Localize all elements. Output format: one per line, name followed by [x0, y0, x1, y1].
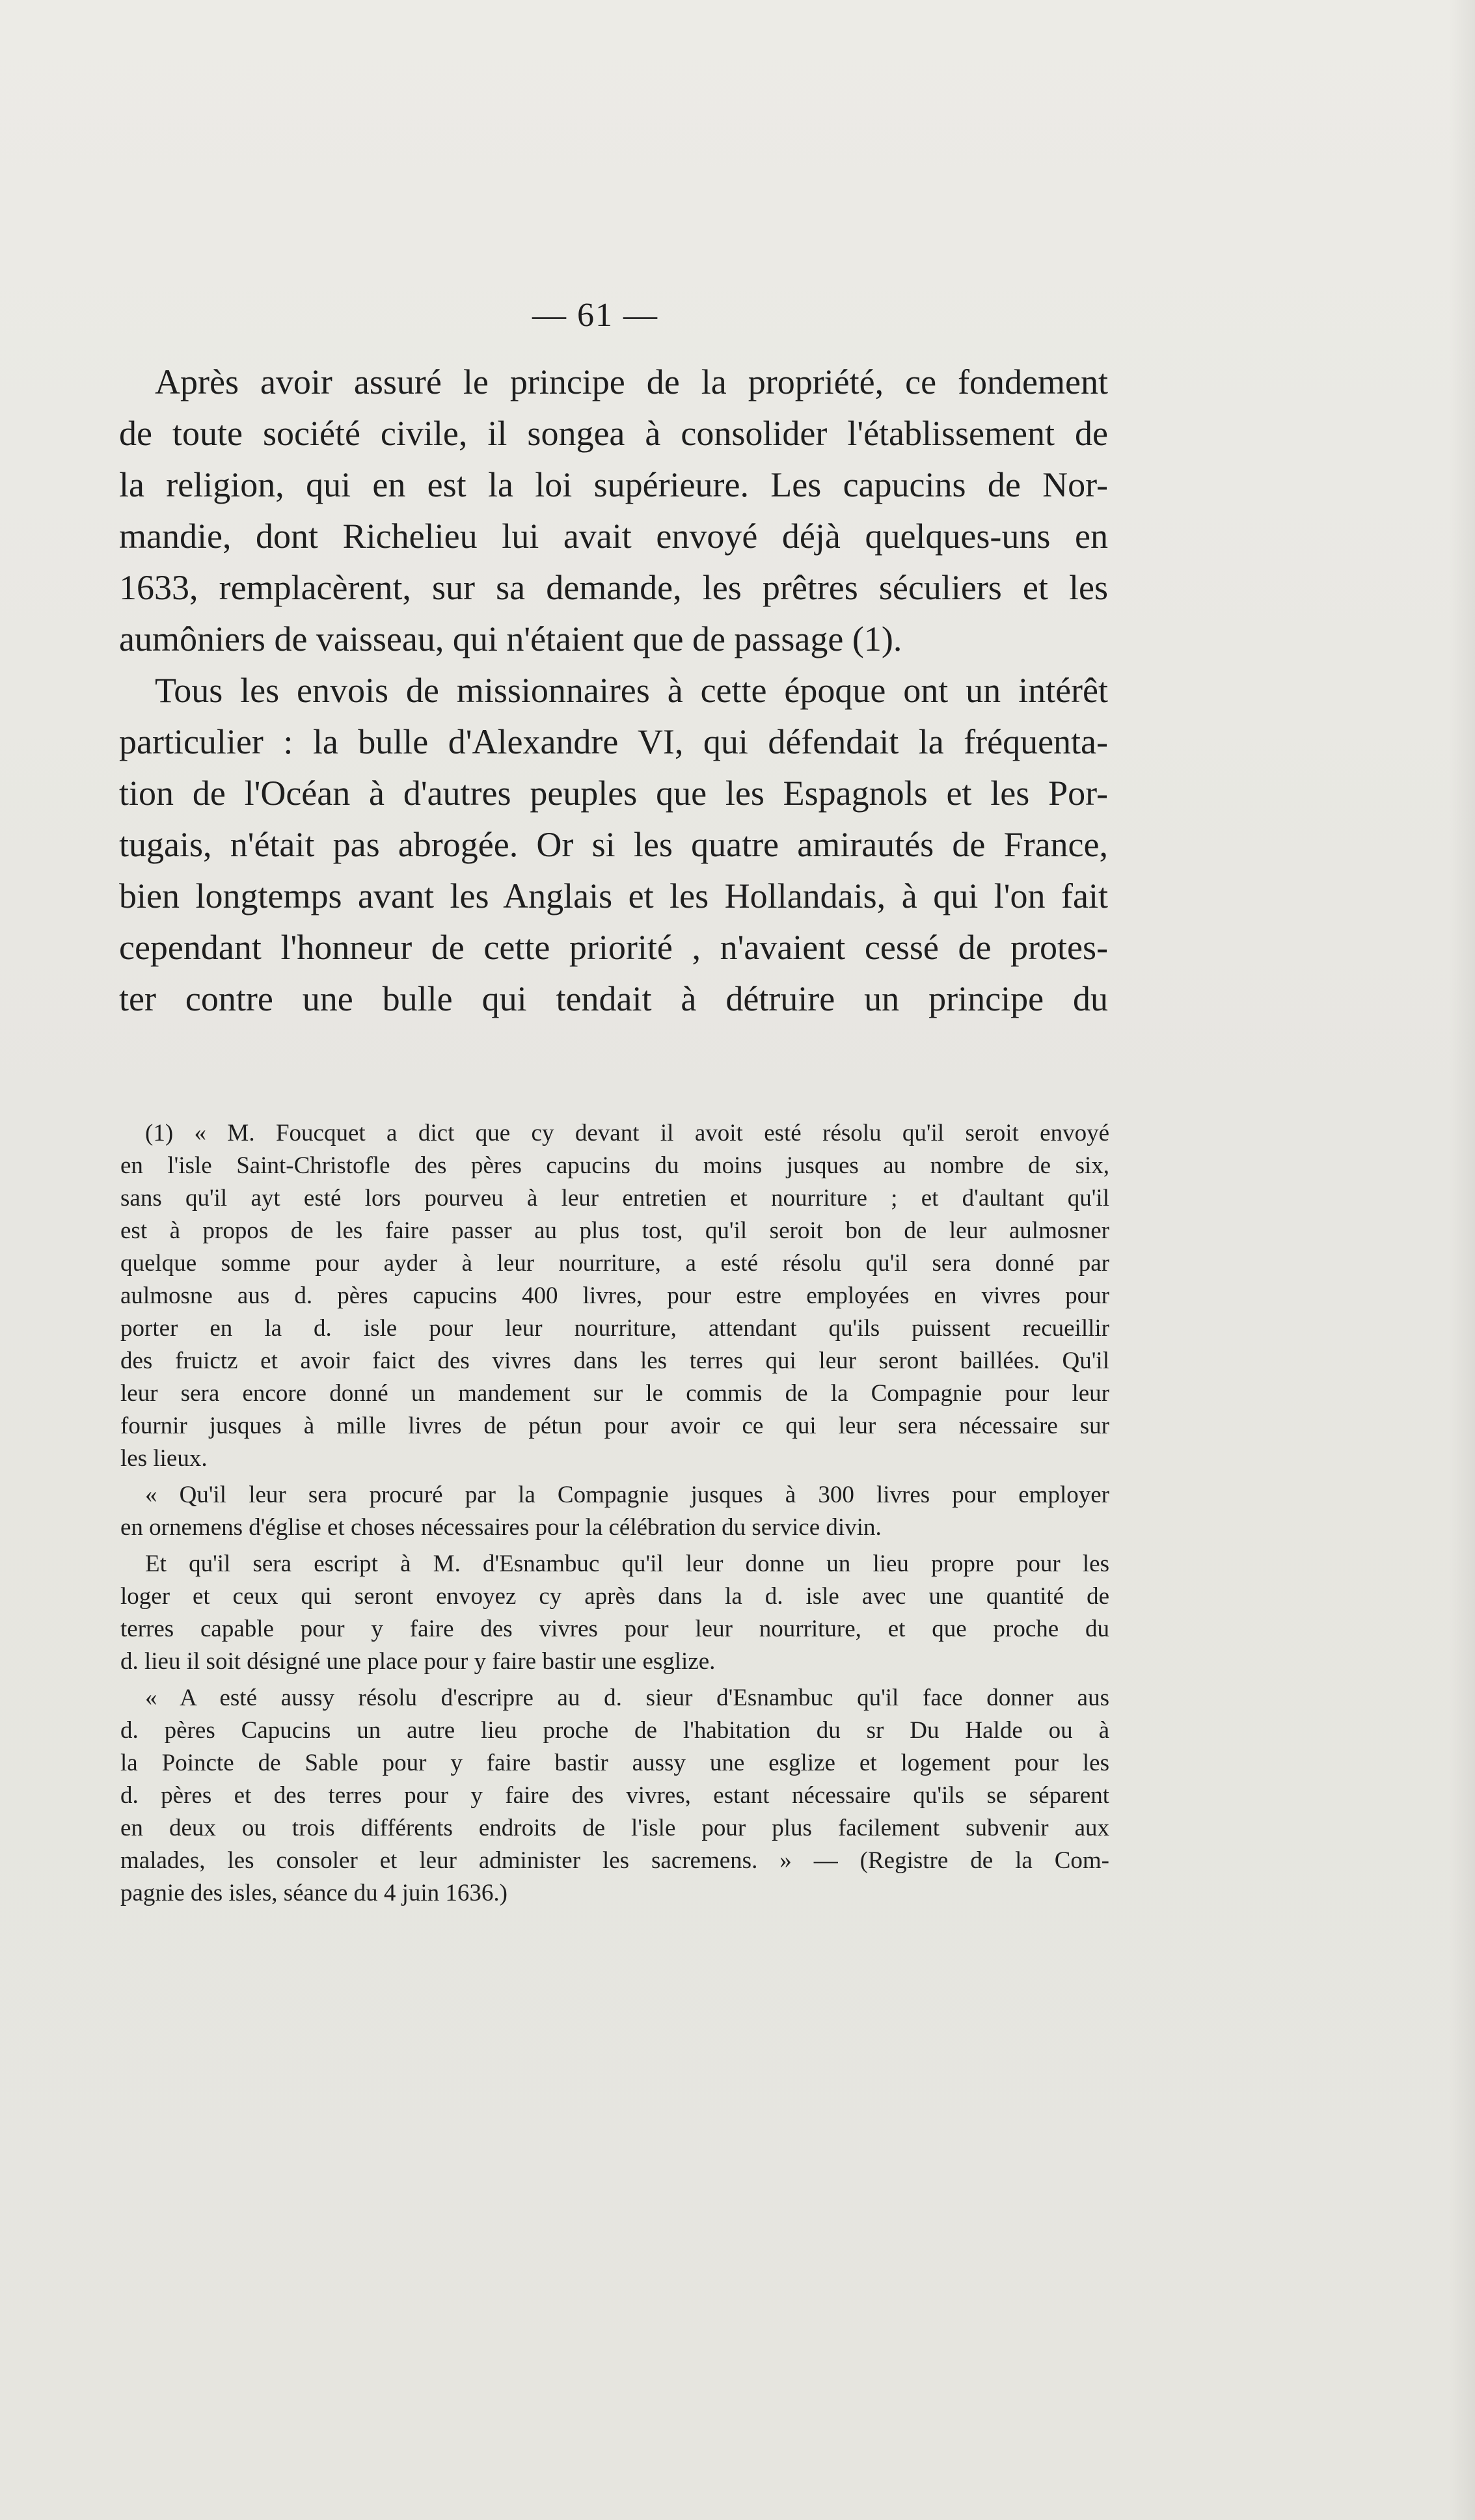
footnote-line: des fruictz et avoir faict des vivres dans les terres qui leur seront baillées. Qu'il: [120, 1348, 1109, 1374]
footnote-line: d. lieu il soit désigné une place pour y faire bastir une esglize.: [120, 1648, 716, 1675]
main-text: [119, 357, 1108, 1025]
footnote-line: leur sera encore donné un mandement sur le commis de la Compagnie pour leur: [120, 1380, 1109, 1407]
footnote-line: en l'isle Saint-Christofle des pères capucins du moins jusques au nombre de six,: [120, 1152, 1109, 1179]
text-line: aumôniers de vaisseau, qui n'étaient que de passage (1).: [119, 619, 902, 658]
footnote-paragraph: [120, 1479, 1109, 1544]
footnote-line: terres capable pour y faire des vivres pour leur nourriture, et que proche du: [120, 1616, 1109, 1642]
footnote-line: malades, les consoler et leur administer les sacremens. » — (Registre de la Com-: [120, 1847, 1109, 1874]
text-line: Après avoir assuré le principe de la propriété, ce fondement: [155, 362, 1108, 401]
footnote-paragraph: [120, 1682, 1109, 1910]
footnote-line: est à propos de les faire passer au plus tost, qu'il seroit bon de leur aulmosner: [120, 1217, 1109, 1244]
text-line: particulier : la bulle d'Alexandre VI, qui défendait la fréquenta-: [119, 722, 1108, 761]
text-line: bien longtemps avant les Anglais et les Hollandais, à qui l'on fait: [119, 876, 1108, 915]
text-line: tugais, n'était pas abrogée. Or si les quatre amirautés de France,: [119, 825, 1108, 864]
footnote-line: les lieux.: [120, 1445, 208, 1472]
text-line: de toute société civile, il songea à consolider l'établissement de: [119, 414, 1108, 453]
footnote-line: sans qu'il ayt esté lors pourveu à leur entretien et nourriture ; et d'aultant qu'il: [120, 1185, 1109, 1212]
footnote-line: en ornemens d'église et choses nécessaires pour la célébration du service divin.: [120, 1514, 882, 1541]
footnote-paragraph: [120, 1548, 1109, 1678]
text-line: Tous les envois de missionnaires à cette époque ont un intérêt: [155, 671, 1108, 710]
footnote-line: Et qu'il sera escript à M. d'Esnambuc qu'il leur donne un lieu propre pour les: [145, 1551, 1109, 1577]
footnote-block: [120, 1117, 1109, 1914]
page-number: — 61 —: [532, 297, 658, 334]
footnote-line: fournir jusques à mille livres de pétun pour avoir ce qui leur sera nécessaire sur: [120, 1413, 1109, 1439]
text-line: 1633, remplacèrent, sur sa demande, les prêtres séculiers et les: [119, 568, 1108, 607]
text-line: cependant l'honneur de cette priorité , n'avaient cessé de protes-: [119, 928, 1108, 967]
footnote-paragraph: [120, 1117, 1109, 1475]
footnote-line: loger et ceux qui seront envoyez cy après dans la d. isle avec une quantité de: [120, 1583, 1109, 1610]
body-paragraph: [119, 357, 1108, 665]
text-line: tion de l'Océan à d'autres peuples que les Espagnols et les Por-: [119, 774, 1108, 813]
footnote-line: aulmosne aus d. pères capucins 400 livres, pour estre employées en vivres pour: [120, 1282, 1109, 1309]
page-edge-shadow: [1449, 0, 1475, 2520]
text-line: la religion, qui en est la loi supérieure. Les capucins de Nor-: [119, 465, 1108, 504]
body-paragraph: [119, 665, 1108, 1025]
footnote-line: (1) « M. Foucquet a dict que cy devant il avoit esté résolu qu'il seroit envoyé: [145, 1120, 1109, 1146]
footnote-line: la Poincte de Sable pour y faire bastir aussy une esglize et logement pour les: [120, 1750, 1109, 1776]
footnote-line: « A esté aussy résolu d'escripre au d. sieur d'Esnambuc qu'il face donner aus: [145, 1685, 1109, 1711]
footnote-line: « Qu'il leur sera procuré par la Compagnie jusques à 300 livres pour employer: [145, 1482, 1109, 1508]
footnote-line: d. pères Capucins un autre lieu proche de l'habitation du sr Du Halde ou à: [120, 1717, 1109, 1744]
text-line: mandie, dont Richelieu lui avait envoyé déjà quelques-uns en: [119, 517, 1108, 556]
footnote-line: porter en la d. isle pour leur nourriture, attendant qu'ils puissent recueillir: [120, 1315, 1109, 1342]
footnote-line: pagnie des isles, séance du 4 juin 1636.): [120, 1880, 507, 1906]
footnote-line: en deux ou trois différents endroits de l'isle pour plus facilement subvenir aux: [120, 1815, 1109, 1841]
footnote-line: quelque somme pour ayder à leur nourriture, a esté résolu qu'il sera donné par: [120, 1250, 1109, 1277]
footnote-line: d. pères et des terres pour y faire des vivres, estant nécessaire qu'ils se séparent: [120, 1782, 1109, 1809]
text-line: ter contre une bulle qui tendait à détruire un principe du: [119, 979, 1108, 1018]
